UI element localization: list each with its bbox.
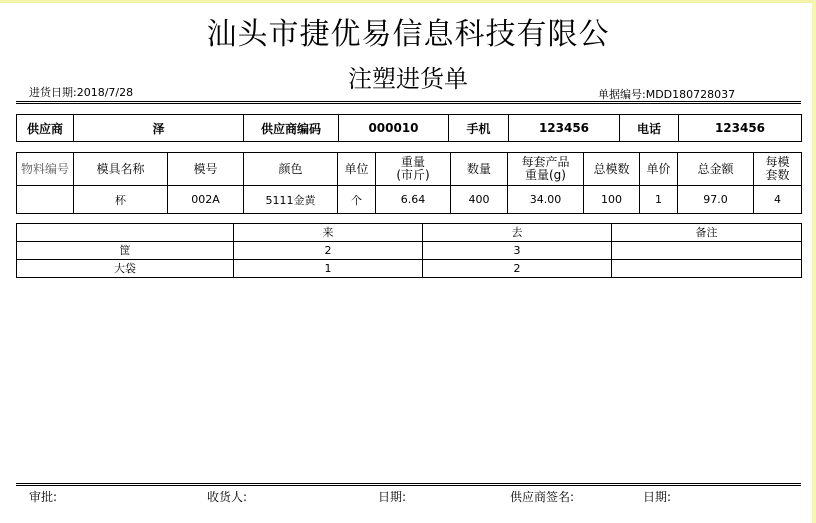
items-header-row — [17, 153, 802, 186]
company-name: 汕头市捷优易信息科技有限公 — [206, 17, 610, 52]
mobile-value: 123456 — [509, 115, 620, 142]
cell-total-molds: 100 — [584, 186, 640, 214]
footer-rule — [16, 483, 801, 484]
approval-label: 审批: — [29, 490, 58, 504]
document-number-label: 单据编号: — [598, 88, 646, 101]
container-table — [16, 223, 802, 278]
col-header-unit: 单位 — [338, 153, 376, 186]
supplier-signature-label: 供应商签名: — [510, 490, 575, 504]
cell-mold-no: 002A — [168, 186, 244, 214]
col-header-color: 颜色 — [244, 153, 338, 186]
cell-mold-name: 杯 — [74, 186, 168, 214]
col-header-total-molds: 总模数 — [584, 153, 640, 186]
phone-label: 电话 — [620, 115, 679, 142]
cell-unit-price: 1 — [640, 186, 678, 214]
supplier-label: 供应商 — [17, 115, 74, 142]
col-header-mold-no: 模号 — [168, 153, 244, 186]
document-title: 注塑进货单 — [348, 65, 468, 93]
col-header-set-weight: 每套产品 重量(g) — [508, 153, 584, 186]
phone-value: 123456 — [679, 115, 802, 142]
header-rule — [16, 101, 801, 102]
col-header-incoming: 来 — [234, 224, 423, 242]
cell-remarks — [612, 242, 802, 260]
col-header-mold-name: 模具名称 — [74, 153, 168, 186]
cell-outgoing: 2 — [423, 260, 612, 278]
cell-incoming: 1 — [234, 260, 423, 278]
cell-set-weight: 34.00 — [508, 186, 584, 214]
col-header-item — [17, 224, 234, 242]
col-header-sets-per-mold: 每模 套数 — [754, 153, 802, 186]
supplier-value: 泽 — [74, 115, 244, 142]
cell-total-amount: 97.0 — [678, 186, 754, 214]
table-row — [17, 186, 802, 214]
table-row — [17, 260, 802, 278]
col-header-unit-price: 单价 — [640, 153, 678, 186]
supplier-code-value: 000010 — [339, 115, 449, 142]
col-header-quantity: 数量 — [451, 153, 508, 186]
receipt-date-value: 2018/7/28 — [76, 86, 134, 99]
cell-item: 大袋 — [17, 260, 234, 278]
col-header-outgoing: 去 — [423, 224, 612, 242]
container-header-row — [17, 224, 802, 242]
header-rule-double — [16, 103, 801, 104]
receiver-label: 收货人: — [207, 490, 248, 504]
col-header-weight: 重量 (市斤) — [376, 153, 451, 186]
document-number-value: MDD180728037 — [645, 88, 736, 101]
document-number — [598, 88, 735, 102]
date-label-2: 日期: — [643, 490, 672, 504]
receipt-date — [29, 86, 133, 100]
window-top-edge — [0, 0, 816, 3]
col-header-total-amount: 总金额 — [678, 153, 754, 186]
cell-remarks — [612, 260, 802, 278]
cell-item: 筐 — [17, 242, 234, 260]
col-header-remarks: 备注 — [612, 224, 802, 242]
col-header-material-no: 物料编号 — [17, 153, 74, 186]
cell-material-no — [17, 186, 74, 214]
footer-rule-double — [16, 485, 801, 486]
supplier-code-label: 供应商编码 — [244, 115, 339, 142]
table-row — [17, 242, 802, 260]
receipt-date-label: 进货日期: — [29, 86, 77, 99]
items-table — [16, 152, 802, 214]
cell-unit: 个 — [338, 186, 376, 214]
cell-incoming: 2 — [234, 242, 423, 260]
supplier-table — [16, 114, 802, 142]
mobile-label: 手机 — [449, 115, 509, 142]
cell-color: 5111金黄 — [244, 186, 338, 214]
cell-weight: 6.64 — [376, 186, 451, 214]
cell-quantity: 400 — [451, 186, 508, 214]
cell-sets-per-mold: 4 — [754, 186, 802, 214]
cell-outgoing: 3 — [423, 242, 612, 260]
date-label-1: 日期: — [378, 490, 407, 504]
